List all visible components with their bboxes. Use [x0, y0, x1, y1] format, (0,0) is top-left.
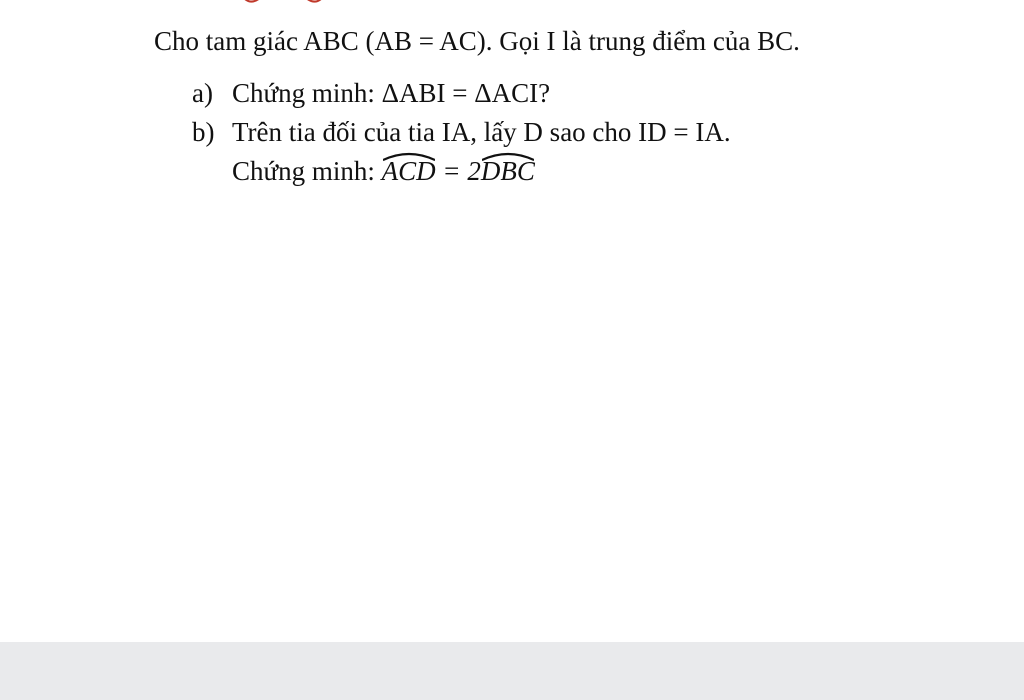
- item-b-proof: [232, 154, 535, 188]
- angle-equals: = 2: [435, 156, 481, 186]
- angle-dbc: [481, 154, 535, 188]
- angle-acd: [382, 154, 436, 188]
- item-a: [192, 76, 550, 110]
- item-a-text: Chứng minh: ΔABI = ΔACI?: [232, 78, 551, 108]
- angle-dbc-text: DBC: [480, 156, 535, 186]
- item-b-proof-prefix: Chứng minh:: [232, 156, 382, 186]
- angle-acd-text: ACD: [381, 156, 436, 186]
- viewer-background: [0, 642, 1024, 700]
- problem-intro: Cho tam giác ABC (AB = AC). Gọi I là trung điểm của BC.: [154, 26, 800, 56]
- item-b: [192, 115, 731, 149]
- item-b-label: b): [192, 117, 215, 147]
- arc-hat-icon: [382, 151, 436, 161]
- arc-hat-icon: [481, 151, 535, 161]
- red-mark-fragment: [238, 0, 328, 8]
- item-a-label: a): [192, 78, 213, 108]
- item-b-text: Trên tia đối của tia IA, lấy D sao cho ID = IA.: [232, 117, 731, 147]
